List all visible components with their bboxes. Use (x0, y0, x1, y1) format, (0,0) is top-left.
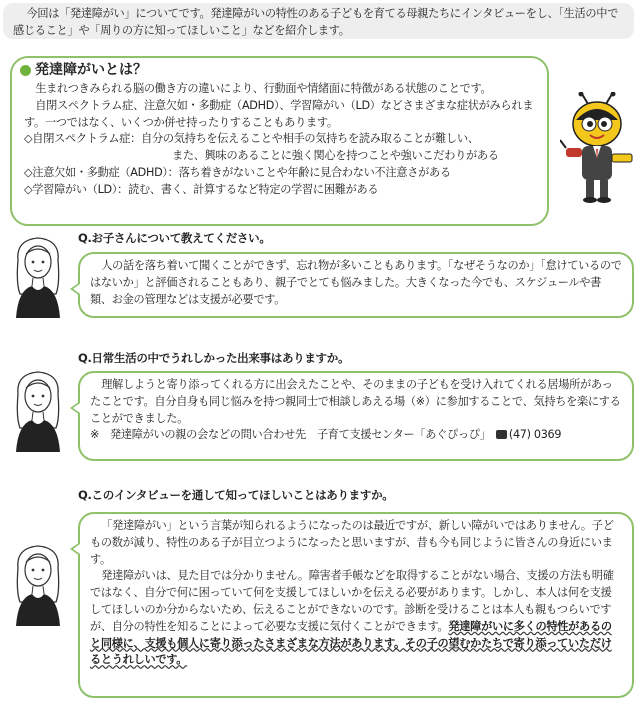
definition-item-ld: ◇学習障がい（LD）：読む、書く、計算するなど特定の学習に困難がある (24, 182, 379, 196)
answer-2-text: 理解しようと寄り添ってくれる方に出会えたことや、そのままの子どもを受け入れてくれる居場所があったことです。自分自身も同じ悩みを持つ親同士で相談しあえる場（※）に参加することで、気持ちを楽にすることができました。 (90, 378, 621, 425)
interviewee-avatar (2, 540, 74, 628)
answer-bubble-3 (78, 512, 634, 698)
definition-item-adhd: ◇注意欠如・多動症（ADHD）：落ち着きがないことや年齢に見合わない不注意さがある (24, 165, 451, 179)
definition-item-asd: ◇自閉スペクトラム症：自分の気持ちを伝えることや相手の気持ちを読み取ることが難しい、 (24, 132, 479, 146)
bullet-dot-icon (20, 65, 31, 76)
question-3: Q.このインタビューを通して知ってほしいことはありますか。 (78, 488, 394, 502)
interviewee-avatar (2, 366, 74, 454)
answer-bubble-2 (78, 371, 634, 461)
definition-title: 発達障がいとは？ (35, 62, 147, 78)
answer-bubble-1 (78, 252, 634, 318)
definition-paragraph-2: 自閉スペクトラム症、注意欠如・多動症（ADHD）、学習障がい（LD）などさまざまな症状がみられます。一つではなく、いくつか併せ持ったりすることもあります。 (24, 98, 534, 129)
answer-3-emphasis: 発達障がいに多くの特性があるのと同様に、支援も個人に寄り添ったさまざまな方法があります。その子の望むかたちで寄り添っていただけるとうれしいです。 (90, 619, 612, 667)
phone-icon (496, 430, 507, 439)
definition-box (10, 56, 549, 226)
definition-heading (20, 60, 535, 81)
intro-text: 今回は「発達障がい」についてです。発達障がいの特性のある子どもを育てる母親たちにインタビューをし、「生活の中で感じること」や「周りの方に知ってほしいこと」などを紹介します。 (3, 3, 634, 39)
answer-1-text: 人の話を落ち着いて聞くことができず、忘れ物が多いこともあります。「なぜそうなのか」「怠けているのではないか」と評価されることもあり、親子でとても悩みました。大きくなった今でも、スケジュールや書類、お金の管理などは支援が必要です。 (90, 259, 622, 306)
answer-3-paragraph-1: 「発達障がい」という言葉が知られるようになったのは最近ですが、新しい障がいではありません。子どもの数が減り、特性のある子が目立つようになったと思いますが、昔も今も同じように皆さんの身近にいます。 (90, 519, 614, 566)
bee-mascot-illustration (560, 92, 636, 204)
definition-item-asd-continued: また、興味のあることに強く関心を持つことや強いこだわりがある (172, 149, 499, 163)
contact-phone: (47) 0369 (508, 428, 562, 442)
contact-note: ※ 発達障がいの親の会などの問い合わせ先 子育て支援センター「あぐぴっぴ」 (47) 0369 (90, 428, 562, 442)
question-1: Q.お子さんについて教えてください。 (78, 231, 271, 245)
definition-paragraph-1: 生まれつきみられる脳の働き方の違いにより、行動面や情緒面に特徴がある状態のことです。 (35, 82, 492, 95)
question-2: Q.日常生活の中でうれしかった出来事はありますか。 (78, 351, 350, 365)
interviewee-avatar (2, 232, 74, 320)
answer-3-paragraph-2: 発達障がいは、見た目では分かりません。障害者手帳などを取得することがない場合、支援の方法も明確ではなく、自分で何に困っていて何を支援してほしいかを伝える必要があります。しかし、本人は何を支援してほしいのか分からないため、伝えることができないのです。診断を受けることは本人も親もつらいですが、自分の特性を知ることによって必要な支援に気付くことができます。発達障がいに多くの特性があるのと同様に、支援も個人に寄り添ったさまざまな方法があります。その子の望むかたちで寄り添っていただけるとうれしいです。 (90, 569, 614, 667)
